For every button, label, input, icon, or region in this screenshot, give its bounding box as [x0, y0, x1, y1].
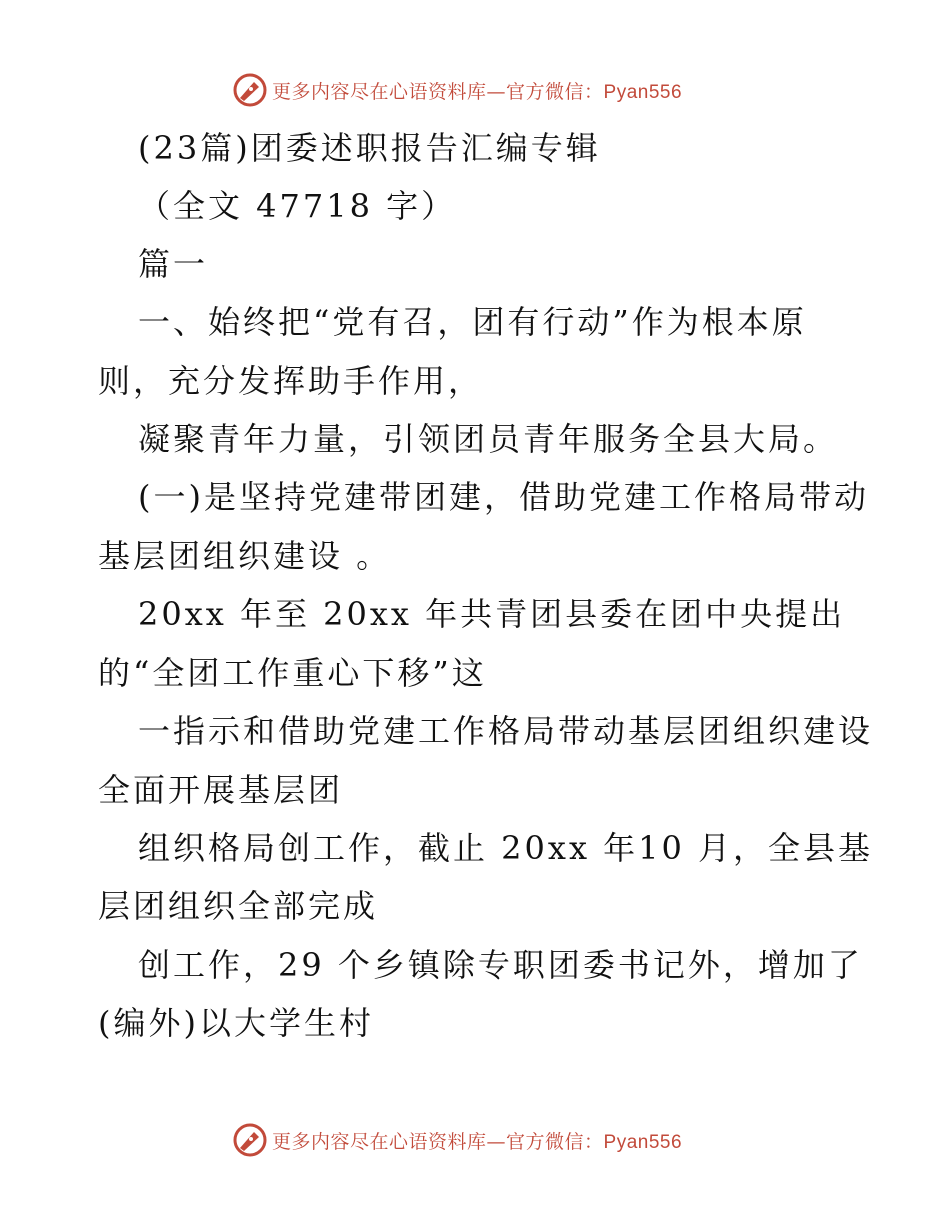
text-line: 基层团组织建设 。	[98, 537, 392, 575]
text-line: 一、始终把“党有召，团有行动”作为根本原	[138, 303, 807, 341]
header-watermark	[232, 72, 682, 108]
text-line: (编外)以大学生村	[98, 1004, 374, 1042]
section-heading: 篇一	[138, 245, 209, 283]
text-line: 一指示和借助党建工作格局带动基层团组织建设	[138, 712, 874, 750]
text-line: 全面开展基层团	[98, 771, 344, 809]
text-line: 组织格局创工作，截止 20xx 年10 月，全县基	[138, 829, 874, 867]
text-line: 的“全团工作重心下移”这	[98, 654, 487, 692]
text-line: 则，充分发挥助手作用，	[98, 362, 484, 400]
text-line: 20xx 年至 20xx 年共青团县委在团中央提出	[138, 595, 846, 633]
text-line: 创工作，29 个乡镇除专职团委书记外，增加了	[138, 946, 863, 984]
footer-watermark	[232, 1122, 682, 1158]
text-line: 层团组织全部完成	[98, 887, 379, 925]
pen-nib-logo-icon	[232, 72, 268, 108]
watermark-text: 更多内容尽在心语资料库—官方微信：Pyan556	[272, 80, 683, 103]
word-count: （全文 47718 字）	[138, 187, 457, 225]
text-line: 凝聚青年力量，引领团员青年服务全县大局。	[138, 420, 839, 458]
document-title: (23篇)团委述职报告汇编专辑	[138, 129, 601, 167]
pen-nib-logo-icon	[232, 1122, 268, 1158]
text-line: (一)是坚持党建带团建，借助党建工作格局带动	[138, 478, 869, 516]
watermark-text: 更多内容尽在心语资料库—官方微信：Pyan556	[272, 1130, 683, 1153]
